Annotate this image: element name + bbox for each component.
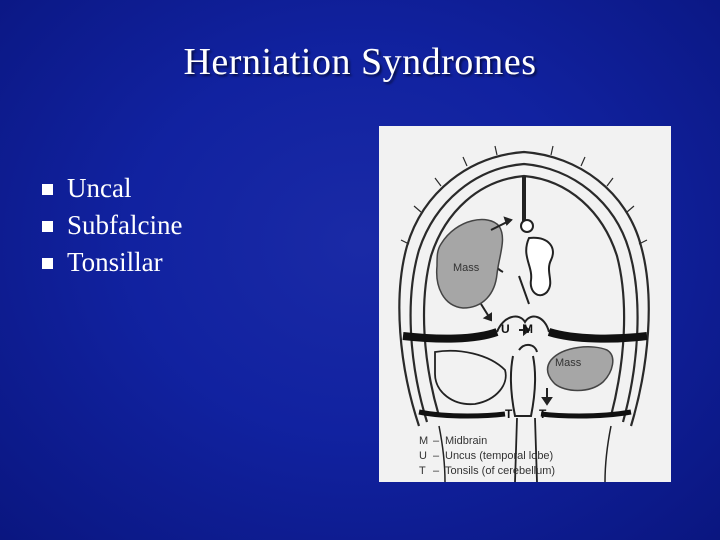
bullet-text: Uncal — [67, 173, 132, 203]
legend-dash: – — [433, 465, 440, 477]
mass-right-label: Mass — [555, 357, 582, 369]
label-T-left: T — [505, 407, 513, 421]
diagram-legend — [419, 435, 555, 477]
tonsil-arrows — [543, 388, 551, 404]
legend-text-U: Uncus (temporal lobe) — [445, 450, 554, 462]
bullet-list — [42, 170, 182, 281]
square-bullet-icon — [42, 184, 53, 195]
legend-dash: – — [433, 435, 440, 447]
label-U: U — [501, 322, 510, 336]
lateral-ventricle — [526, 238, 553, 295]
legend-text-M: Midbrain — [445, 435, 488, 447]
fourth-ventricle — [519, 345, 537, 352]
bullet-item-uncal — [42, 170, 182, 207]
legend-key-U: U — [419, 450, 427, 462]
cerebellum-left — [435, 351, 506, 404]
legend-key-M: M — [419, 435, 429, 447]
legend-key-T: T — [419, 465, 426, 477]
legend-dash: – — [433, 450, 440, 462]
legend-text-T: Tonsils (of cerebellum) — [445, 465, 556, 477]
label-M: M — [523, 322, 533, 336]
square-bullet-icon — [42, 258, 53, 269]
brainstem — [511, 356, 535, 416]
label-T-right: T — [539, 407, 547, 421]
bullet-item-tonsillar — [42, 244, 182, 281]
mass-left-label: Mass — [453, 262, 480, 274]
bullet-item-subfalcine — [42, 207, 182, 244]
bullet-text: Tonsillar — [67, 247, 163, 277]
sagittal-sinus — [521, 220, 533, 232]
brain-herniation-diagram — [379, 126, 671, 482]
bullet-text: Subfalcine — [67, 210, 183, 240]
square-bullet-icon — [42, 221, 53, 232]
slide-title: Herniation Syndromes — [183, 41, 537, 83]
